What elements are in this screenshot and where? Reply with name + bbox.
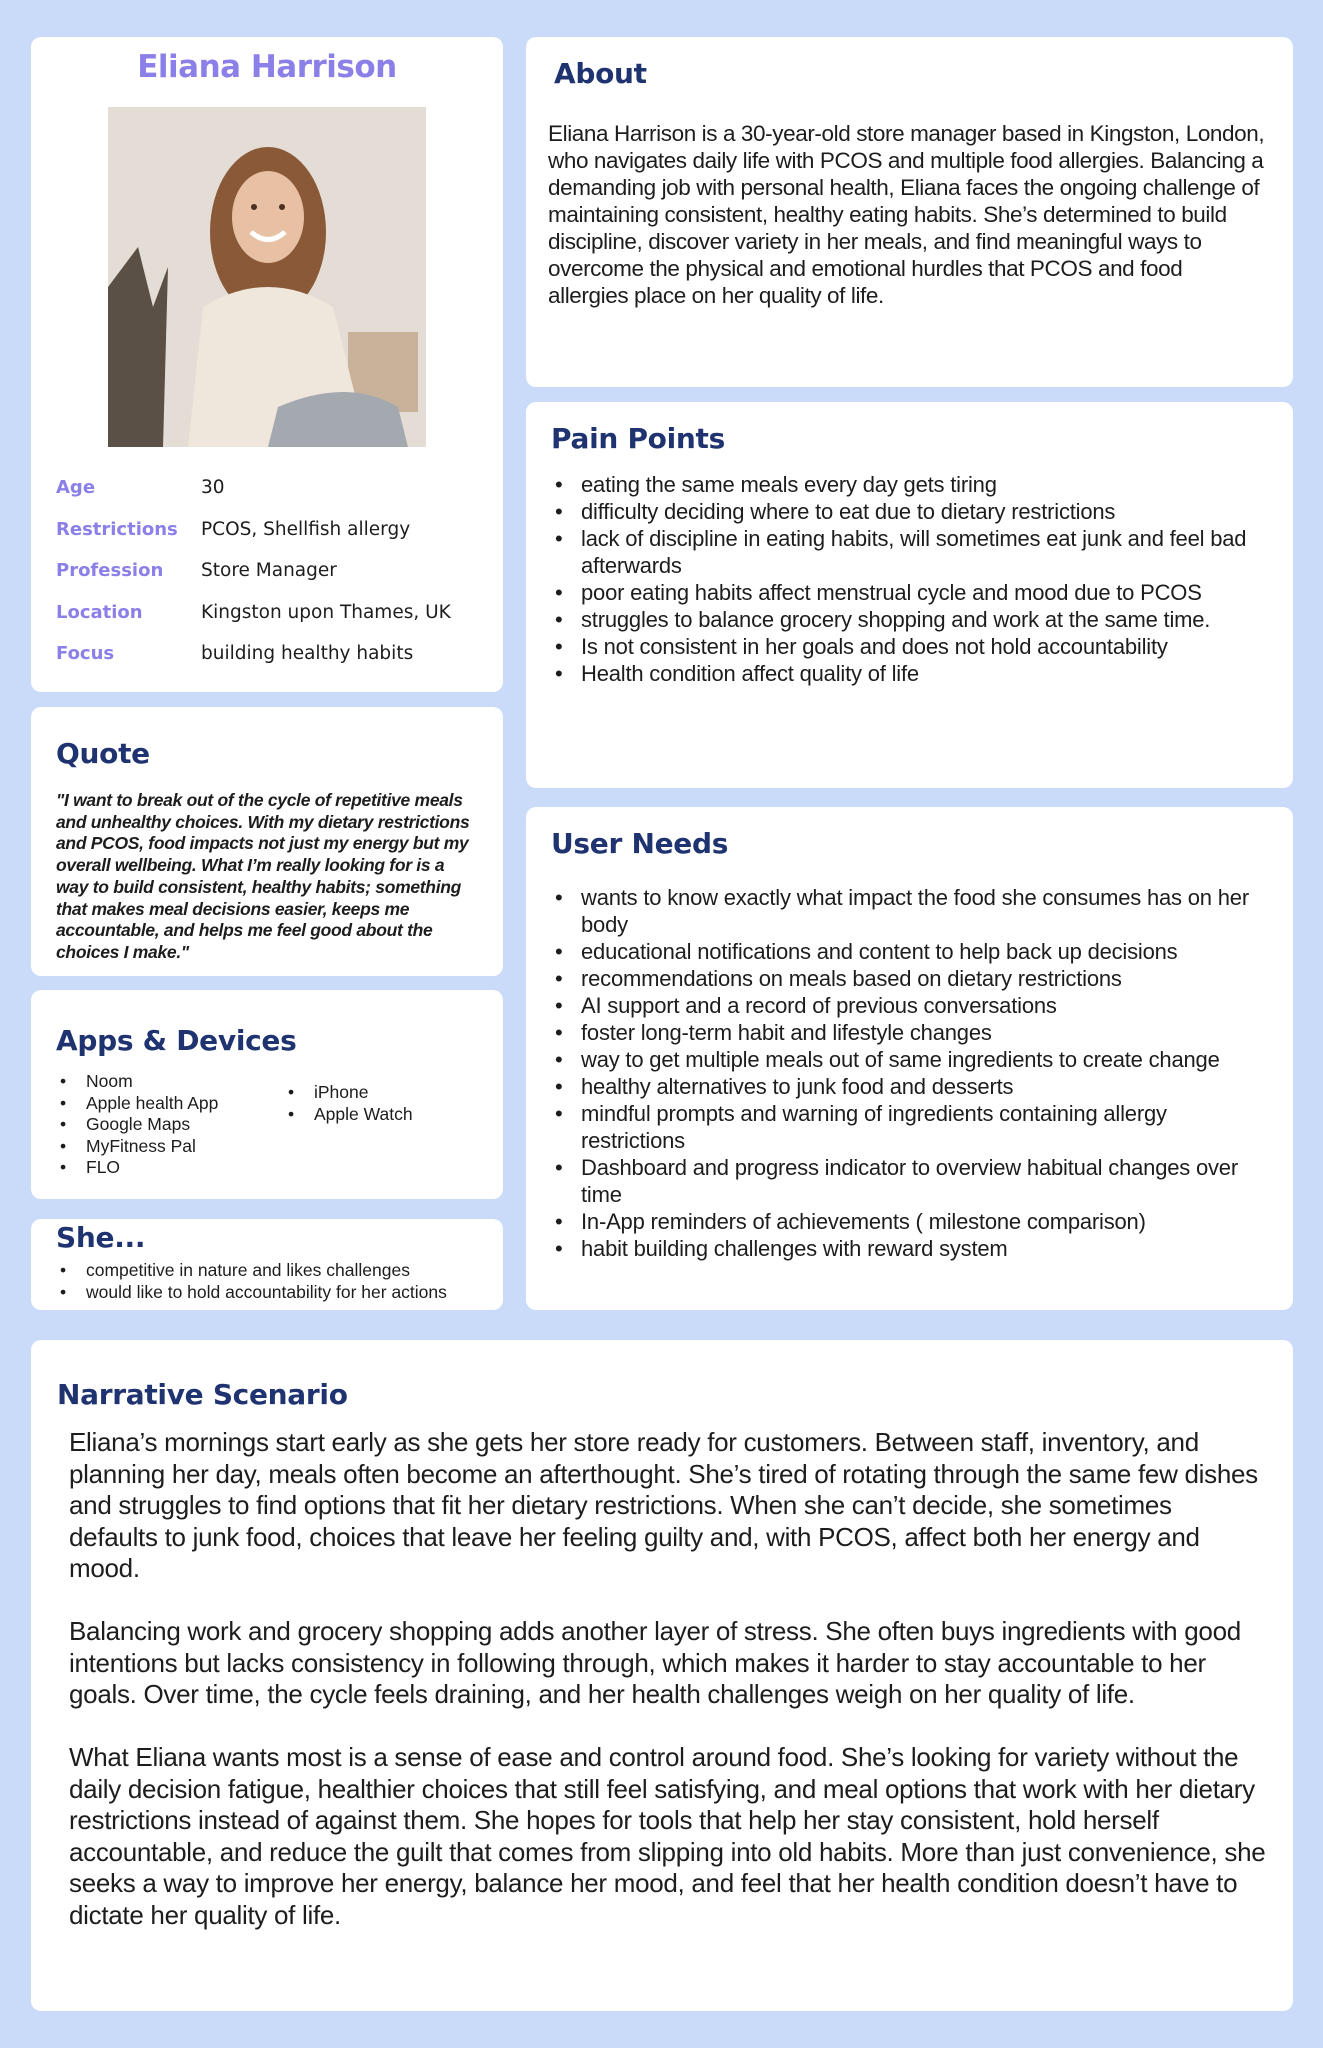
list-item: • mindful prompts and warning of ingredients containing allergy restrictions bbox=[551, 1100, 1268, 1154]
pain-points-card bbox=[526, 402, 1293, 788]
about-card bbox=[526, 37, 1293, 387]
about-text: Eliana Harrison is a 30-year-old store manager based in Kingston, London, who navigates daily life with PCOS and multiple food allergies. Balancing a demanding job with personal health, Eliana faces the ongoing challenge of maintaining consistent, healthy eating habits. She’s determined to build discipline, discover variety in her meals, and find meaningful ways to overcome the physical and emotional hurdles that PCOS and food allergies place on her quality of life. bbox=[548, 121, 1265, 308]
list-item: • Health condition affect quality of life bbox=[551, 660, 1268, 687]
fact-label: Profession bbox=[56, 560, 164, 582]
narrative-paragraph: Balancing work and grocery shopping adds another layer of stress. She often buys ingredients with good intentions but lacks consistency in following through, which makes it harder to stay accountable to her goals. Over time, the cycle feels draining, and her health challenges weigh on her quality of life. bbox=[69, 1616, 1241, 1709]
user-needs-title: User Needs bbox=[551, 827, 729, 860]
persona-photo bbox=[108, 107, 426, 447]
narrative-paragraph: What Eliana wants most is a sense of ease and control around food. She’s looking for variety without the daily decision fatigue, healthier choices that still feel satisfying, and meal options that work with her dietary restrictions instead of against them. She hopes for tools that help her stay consistent, hold herself accountable, and reduce the guilt that comes from slipping into old habits. More than just convenience, she seeks a way to improve her energy, balance her mood, and feel that her health condition doesn’t have to dictate her quality of life. bbox=[69, 1742, 1266, 1930]
list-item: • competitive in nature and likes challenges bbox=[56, 1260, 478, 1282]
pain-points-title: Pain Points bbox=[551, 422, 725, 455]
list-item: • Apple health App bbox=[56, 1093, 284, 1115]
narrative-paragraph: Eliana’s mornings start early as she gets her store ready for customers. Between staff, inventory, and planning her day, meals often become an afterthought. She’s tired of rotating through the same few dishes and struggles to find options that fit her dietary restrictions. When she can’t decide, she sometimes defaults to junk food, choices that leave her feeling guilty and, with PCOS, affect both her energy and mood. bbox=[69, 1427, 1258, 1583]
fact-value: PCOS, Shellfish allergy bbox=[201, 518, 411, 540]
narrative-scenario-card bbox=[31, 1340, 1293, 2011]
fact-location bbox=[56, 592, 486, 634]
persona-facts bbox=[56, 467, 486, 675]
profile-card bbox=[31, 37, 503, 692]
list-item: • way to get multiple meals out of same ingredients to create change bbox=[551, 1046, 1268, 1073]
she-list bbox=[56, 1260, 478, 1303]
list-item: • struggles to balance grocery shopping and work at the same time. bbox=[551, 606, 1268, 633]
list-item: • FLO bbox=[56, 1157, 284, 1179]
fact-value: 30 bbox=[201, 477, 225, 499]
fact-value: Kingston upon Thames, UK bbox=[201, 601, 451, 623]
fact-restrictions bbox=[56, 509, 486, 551]
list-item: • habit building challenges with reward system bbox=[551, 1235, 1268, 1262]
fact-value: building healthy habits bbox=[201, 643, 414, 665]
apps-list bbox=[56, 1071, 284, 1179]
apps-devices-card bbox=[31, 990, 503, 1199]
about-title: About bbox=[554, 57, 647, 90]
user-needs-list bbox=[551, 884, 1268, 1262]
fact-age bbox=[56, 467, 486, 509]
quote-title: Quote bbox=[56, 737, 150, 770]
list-item: • iPhone bbox=[284, 1082, 413, 1104]
she-title: She... bbox=[56, 1221, 146, 1254]
list-item: • poor eating habits affect menstrual cycle and mood due to PCOS bbox=[551, 579, 1268, 606]
list-item: • Noom bbox=[56, 1071, 284, 1093]
list-item: • In-App reminders of achievements ( milestone comparison) bbox=[551, 1208, 1268, 1235]
quote-text: "I want to break out of the cycle of repetitive meals and unhealthy choices. With my dietary restrictions and PCOS, food impacts not just my energy but my overall wellbeing. What I’m really looking for is a way to build consistent, healthy habits; something that makes meal decisions easier, keeps me accountable, and helps me feel good about the choices I make." bbox=[56, 790, 470, 962]
list-item: • would like to hold accountability for her actions bbox=[56, 1282, 478, 1304]
user-needs-card bbox=[526, 807, 1293, 1310]
fact-label: Restrictions bbox=[56, 518, 178, 540]
fact-label: Location bbox=[56, 601, 143, 623]
fact-value: Store Manager bbox=[201, 560, 337, 582]
quote-card bbox=[31, 707, 503, 976]
list-item: • wants to know exactly what impact the food she consumes has on her body bbox=[551, 884, 1268, 938]
fact-label: Age bbox=[56, 477, 96, 499]
devices-list bbox=[284, 1082, 413, 1179]
list-item: • eating the same meals every day gets tiring bbox=[551, 471, 1268, 498]
list-item: • lack of discipline in eating habits, will sometimes eat junk and feel bad afterwards bbox=[551, 525, 1268, 579]
list-item: • recommendations on meals based on dietary restrictions bbox=[551, 965, 1268, 992]
list-item: • educational notifications and content to help back up decisions bbox=[551, 938, 1268, 965]
list-item: • AI support and a record of previous conversations bbox=[551, 992, 1268, 1019]
list-item: • foster long-term habit and lifestyle changes bbox=[551, 1019, 1268, 1046]
list-item: • difficulty deciding where to eat due to dietary restrictions bbox=[551, 498, 1268, 525]
fact-profession bbox=[56, 550, 486, 592]
pain-points-list bbox=[551, 471, 1268, 687]
apps-title: Apps & Devices bbox=[56, 1024, 297, 1057]
fact-focus bbox=[56, 633, 486, 675]
list-item: • Google Maps bbox=[56, 1114, 284, 1136]
fact-label: Focus bbox=[56, 643, 115, 665]
list-item: • healthy alternatives to junk food and desserts bbox=[551, 1073, 1268, 1100]
list-item: • MyFitness Pal bbox=[56, 1136, 284, 1158]
persona-name: Eliana Harrison bbox=[137, 49, 397, 85]
narrative-title: Narrative Scenario bbox=[57, 1378, 348, 1411]
she-card bbox=[31, 1219, 503, 1310]
list-item: • Apple Watch bbox=[284, 1104, 413, 1126]
list-item: • Is not consistent in her goals and does not hold accountability bbox=[551, 633, 1268, 660]
list-item: • Dashboard and progress indicator to overview habitual changes over time bbox=[551, 1154, 1268, 1208]
